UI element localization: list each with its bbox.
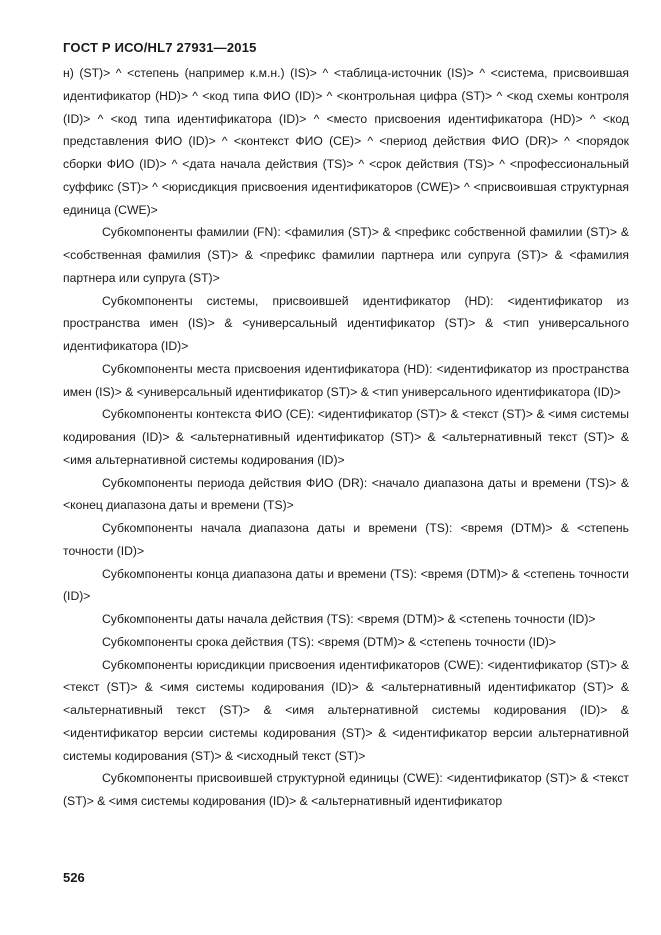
paragraph-ts-expiration-subcomponents: Субкомпоненты срока действия (TS): <время (DTM)> & <степень точности (ID)> [102,634,556,649]
paragraph-ce-subcomponents: Субкомпоненты контекста ФИО (CE): <идентификатор (ST)> & <текст (ST)> & <имя системы кодирования (ID)> & <альтернативный идентификатор (ST)> & <альтернативный текст (ST)> & <имя альтернативной системы кодирования (ID)> [63,407,629,467]
paragraph-cwe-jurisdiction-subcomponents: Субкомпоненты юрисдикции присвоения идентификаторов (CWE): <идентификатор (ST)> & <текст (ST)> & <имя системы кодирования (ID)> & <альтернативный идентификатор (ST)> & <альтернативный текст (ST)> & <имя альтернативной системы кодирования (ID)> & <идентификатор версии системы кодирования (ST)> & <идентификатор версии альтернативной системы кодирования (ST)> & <исходный текст (ST)> [63,657,629,763]
standard-header: ГОСТ Р ИСО/HL7 27931—2015 [63,40,257,55]
paragraph-ts-range-end-subcomponents: Субкомпоненты конца диапазона даты и времени (TS): <время (DTM)> & <степень точности (ID)> [63,566,629,604]
paragraph-hd-system-subcomponents: Субкомпоненты системы, присвоившей идентификатор (HD): <идентификатор из пространства имен (IS)> & <универсальный идентификатор (ST)> & <тип универсального идентификатора (ID)> [63,293,629,353]
document-body [63,62,629,813]
paragraph-cwe-department-subcomponents: Субкомпоненты присвоившей структурной единицы (CWE): <идентификатор (ST)> & <текст (ST)> & <имя системы кодирования (ID)> & <альтернативный идентификатор [63,771,629,808]
paragraph-fn-subcomponents: Субкомпоненты фамилии (FN): <фамилия (ST)> & <префикс собственной фамилии (ST)> & <собственная фамилия (ST)> & <префикс фамилии партнера или супруга (ST)> & <фамилия партнера или супруга (ST)> [63,225,629,285]
page-number: 526 [63,870,85,885]
paragraph-dr-subcomponents: Субкомпоненты периода действия ФИО (DR): <начало диапазона даты и времени (TS)> & <конец диапазона даты и времени (TS)> [63,475,629,513]
paragraph-ts-range-start-subcomponents: Субкомпоненты начала диапазона даты и времени (TS): <время (DTM)> & <степень точности (ID)> [63,521,629,558]
paragraph-continuation: н) (ST)> ^ <степень (например к.м.н.) (IS)> ^ <таблица-источник (IS)> ^ <система, присвоившая идентификатор (HD)> ^ <код типа ФИО (ID)> ^ <контрольная цифра (ST)> ^ <код схемы контроля (ID)> ^ <код типа идентификатора (ID)> ^ <место присвоения идентификатора (HD)> ^ <код представления ФИО (ID)> ^ <контекст ФИО (CE)> ^ <период действия ФИО (DR)> ^ <порядок сборки ФИО (ID)> ^ <дата начала действия (TS)> ^ <срок действия (TS)> ^ <профессиональный суффикс (ST)> ^ <юрисдикция присвоения идентификаторов (CWE)> ^ <присвоившая структурная единица (CWE)> [63,66,630,217]
paragraph-ts-effective-date-subcomponents: Субкомпоненты даты начала действия (TS): <время (DTM)> & <степень точности (ID)> [102,612,596,626]
paragraph-hd-place-subcomponents: Субкомпоненты места присвоения идентификатора (HD): <идентификатор из пространства имен (IS)> & <универсальный идентификатор (ST)> & <тип универсального идентификатора (ID)> [63,361,629,399]
